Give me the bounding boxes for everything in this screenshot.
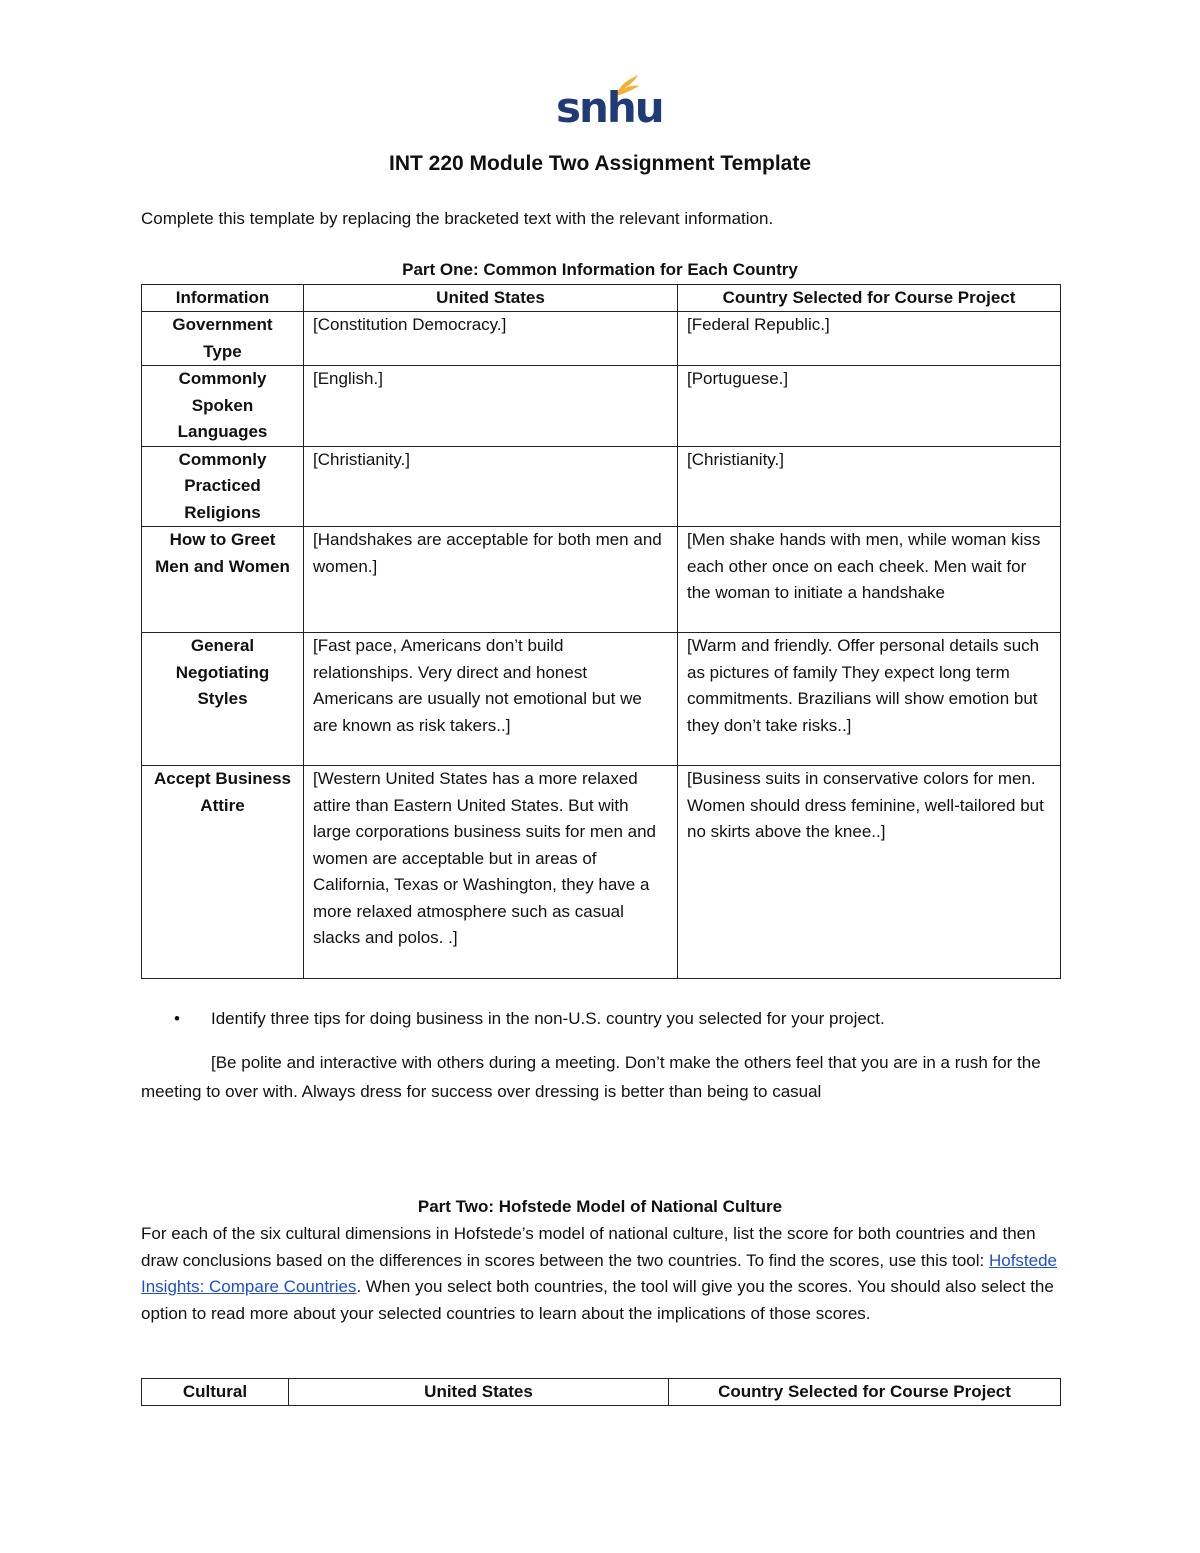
row-label: How to Greet Men and Women [142, 527, 304, 633]
row-label: General Negotiating Styles [142, 633, 304, 766]
header-selected-country: Country Selected for Course Project [669, 1379, 1061, 1406]
other-country-cell: [Warm and friendly. Offer personal details such as pictures of family They expect long term commitments. Brazilians will show emotion but they don’t take risks..] [678, 633, 1061, 766]
other-country-cell: [Christianity.] [678, 446, 1061, 527]
table-row [142, 366, 1061, 447]
us-cell: [Handshakes are acceptable for both men and women.] [304, 527, 678, 633]
other-country-cell: [Business suits in conservative colors for men. Women should dress feminine, well-tailored but no skirts above the knee..] [678, 766, 1061, 979]
header-united-states: United States [289, 1379, 669, 1406]
country-info-table [141, 284, 1061, 979]
table-header-row [142, 285, 1061, 312]
us-cell: [Fast pace, Americans don’t build relationships. Very direct and honest Americans are usually not emotional but we are known as risk takers..] [304, 633, 678, 766]
instructions-text: For each of the six cultural dimensions in Hofstede’s model of national culture, list the score for both countries and then draw conclusions based on the differences in scores between the two countries. To find the scores, use this tool: [141, 1224, 1036, 1270]
us-cell: [Constitution Democracy.] [304, 312, 678, 366]
bullet-icon: • [174, 1009, 180, 1028]
other-country-cell: [Portuguese.] [678, 366, 1061, 447]
other-country-cell: [Federal Republic.] [678, 312, 1061, 366]
table-row [142, 766, 1061, 979]
row-label: Government Type [142, 312, 304, 366]
instructions-text-continued: . When you select both countries, the tool will give you the scores. You should also select the option to read more about your selected countries to learn about the implications of those scores. [141, 1277, 1054, 1323]
part-one-heading: Part One: Common Information for Each Country [402, 260, 798, 279]
hofstede-link[interactable]: Hofstede Insights: Compare Countries [141, 1250, 1058, 1296]
table-row [142, 312, 1061, 366]
header-united-states: United States [304, 285, 678, 312]
other-country-cell: [Men shake hands with men, while woman kiss each other once on each cheek. Men wait for the woman to initiate a handshake [678, 527, 1061, 633]
document-title: INT 220 Module Two Assignment Template [389, 152, 811, 175]
table-row [142, 446, 1061, 527]
us-cell: [Christianity.] [304, 446, 678, 527]
bullet-text: Identify three tips for doing business in the non-U.S. country you selected for your project. [211, 1009, 885, 1028]
header-cultural: Cultural [142, 1379, 289, 1406]
table-row [142, 633, 1061, 766]
snhu-logo [556, 74, 663, 134]
row-label: Commonly Practiced Religions [142, 446, 304, 527]
part-two-heading: Part Two: Hofstede Model of National Culture [417, 1197, 783, 1216]
us-cell: [English.] [304, 366, 678, 447]
intro-text: Complete this template by replacing the bracketed text with the relevant information. [141, 209, 774, 228]
header-selected-country: Country Selected for Course Project [678, 285, 1061, 312]
part-two-instructions [141, 1221, 1066, 1327]
hofstede-table [141, 1378, 1061, 1406]
logo-wordmark: snhu [556, 83, 663, 132]
us-cell: [Western United States has a more relaxed attire than Eastern United States. But with large corporations business suits for men and women are acceptable but in areas of California, Texas or Washington, they have a more relaxed atmosphere such as casual slacks and polos. .] [304, 766, 678, 979]
table-header-row [142, 1379, 1061, 1406]
row-label: Accept Business Attire [142, 766, 304, 979]
row-label: Commonly Spoken Languages [142, 366, 304, 447]
header-information: Information [142, 285, 304, 312]
tips-answer: [Be polite and interactive with others during a meeting. Don’t make the others feel that you are in a rush for the meeting to over with. Always dress for success over dressing is better than being to casual [141, 1053, 1041, 1101]
table-row [142, 527, 1061, 633]
